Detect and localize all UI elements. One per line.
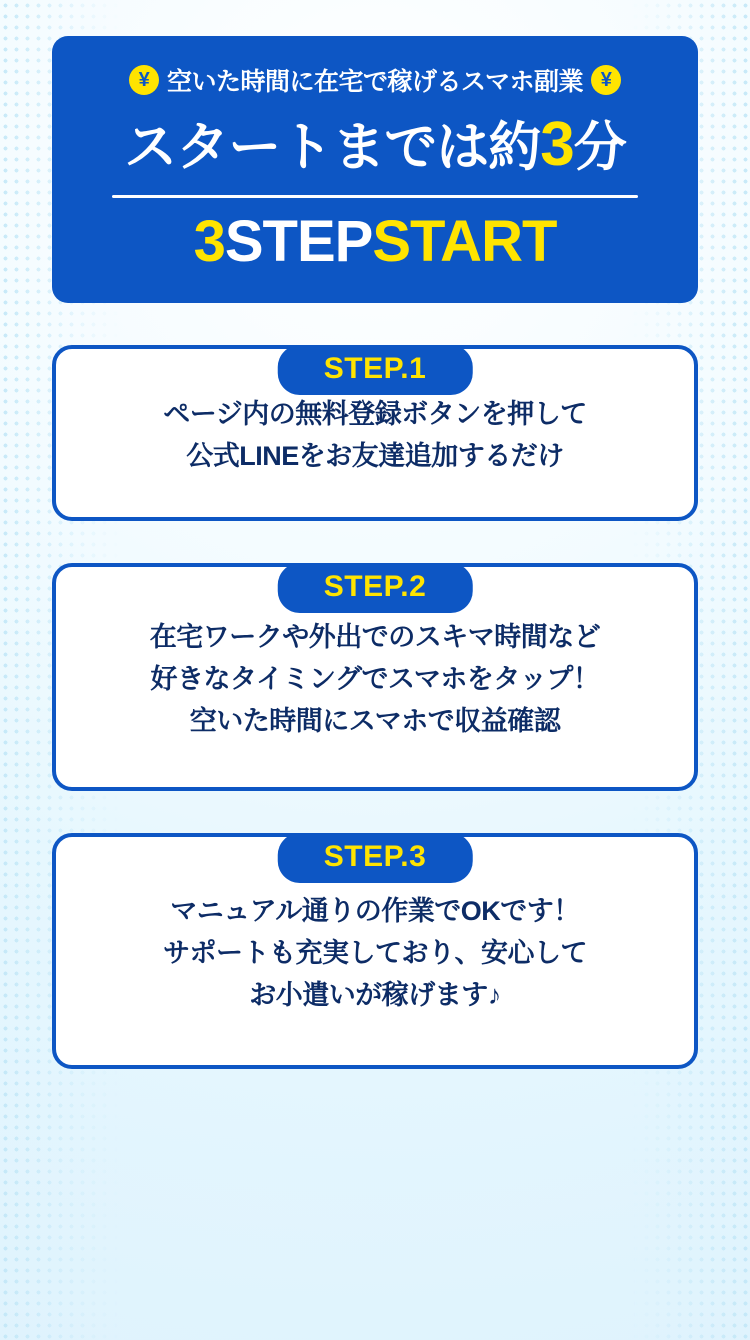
step-start-number: 3 <box>193 209 225 275</box>
step-1-line-2: 公式LINEをお友達追加するだけ <box>186 440 564 471</box>
headline-suffix: 分 <box>573 118 626 177</box>
header-subtitle-text: 空いた時間に在宅で稼げるスマホ副業 <box>166 68 583 96</box>
headline-number: 3 <box>540 110 574 179</box>
step-3-line-3: お小遣いが稼げます♪ <box>249 979 501 1010</box>
step-block-1 <box>52 345 698 521</box>
step-text-3 <box>163 891 587 1017</box>
header-card <box>52 36 698 303</box>
header-headline <box>76 112 674 177</box>
step-3-line-2: サポートも充実しており、安心して <box>163 938 587 969</box>
step-block-2 <box>52 563 698 791</box>
header-subtitle-row <box>76 62 674 98</box>
step-2-line-3: 空いた時間にスマホで収益確認 <box>189 705 561 736</box>
step-text-2 <box>150 617 601 743</box>
step-tab-3: STEP.3 <box>278 833 473 883</box>
step-block-3 <box>52 833 698 1069</box>
step-text-1 <box>163 394 586 478</box>
yen-coin-icon-left: ¥ <box>129 65 159 95</box>
header-divider <box>112 195 638 198</box>
step-2-line-1: 在宅ワークや外出でのスキマ時間など <box>149 622 601 653</box>
yen-coin-icon-right: ¥ <box>591 65 621 95</box>
step-start-word-start: START <box>372 209 557 275</box>
step-2-line-2: 好きなタイミングでスマホをタップ！ <box>150 664 600 695</box>
step-3-line-1: マニュアル通りの作業でOKです！ <box>170 896 580 927</box>
step-tab-2: STEP.2 <box>278 563 473 613</box>
step-tab-1: STEP.1 <box>278 345 473 395</box>
step-1-line-1: ページ内の無料登録ボタンを押して <box>163 399 587 430</box>
headline-prefix: スタートまでは約 <box>124 118 541 177</box>
header-step-start <box>76 209 674 275</box>
step-start-word-step: STEP <box>224 209 373 275</box>
